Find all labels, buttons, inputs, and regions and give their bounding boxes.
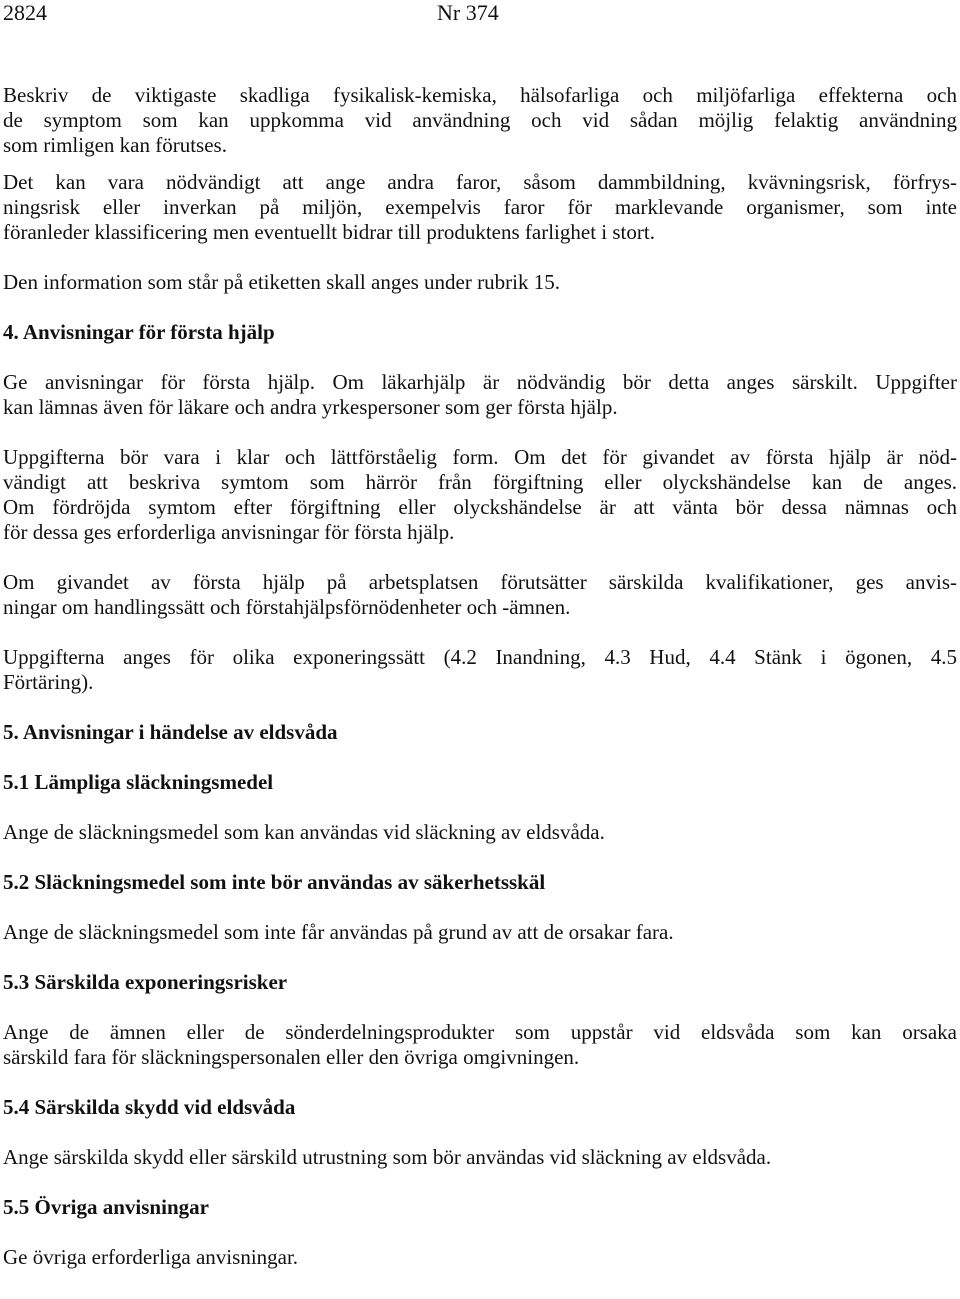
- heading-section-5-5: 5.5 Övriga anvisningar: [3, 1195, 209, 1219]
- text-line: Ge anvisningar för första hjälp. Om läkarhjälp är nödvändig bör detta anges särskilt. Uppgifter: [3, 370, 957, 394]
- text-line: de symptom som kan uppkomma vid användning och vid sådan möjlig felaktig användning: [3, 108, 957, 132]
- heading-section-5: 5. Anvisningar i händelse av eldsvåda: [3, 720, 338, 744]
- paragraph-5-1: [3, 820, 957, 845]
- paragraph-5-4: [3, 1145, 957, 1170]
- paragraph-first-aid: [3, 370, 957, 420]
- paragraph-5-2: [3, 920, 957, 945]
- paragraph-label-info: [3, 270, 957, 295]
- text-line: för dessa ges erforderliga anvisningar för första hjälp.: [3, 520, 455, 544]
- text-line: Ange de ämnen eller de sönderdelningsprodukter som uppstår vid eldsvåda som kan orsaka: [3, 1020, 957, 1044]
- text-line: Om givandet av första hjälp på arbetsplatsen förutsätter särskilda kvalifikationer, ges anvis-: [3, 570, 957, 594]
- paragraph-workplace-first-aid: [3, 570, 957, 620]
- text-line: Förtäring).: [3, 670, 94, 694]
- heading-section-5-1: 5.1 Lämpliga släckningsmedel: [3, 770, 274, 794]
- text-line: Uppgifterna bör vara i klar och lättförståelig form. Om det för givandet av första hjälp är nöd-: [3, 445, 957, 469]
- text-line: ningsrisk eller inverkan på miljön, exempelvis faror för marklevande organismer, som inte: [3, 195, 957, 219]
- issue-number: Nr 374: [437, 0, 499, 25]
- heading-section-4: 4. Anvisningar för första hjälp: [3, 320, 275, 344]
- text-line: föranleder klassificering men eventuellt bidrar till produktens farlighet i stort.: [3, 220, 655, 244]
- text-line: Ange särskilda skydd eller särskild utrustning som bör användas vid släckning av eldsvåda.: [3, 1145, 772, 1169]
- paragraph-exposure-routes: [3, 645, 957, 695]
- text-line: Ange de släckningsmedel som kan användas vid släckning av eldsvåda.: [3, 820, 605, 844]
- heading-section-5-4: 5.4 Särskilda skydd vid eldsvåda: [3, 1095, 296, 1119]
- page-header: [0, 0, 960, 30]
- paragraph-5-5: [3, 1245, 957, 1270]
- text-line: Uppgifterna anges för olika exponeringssätt (4.2 Inandning, 4.3 Hud, 4.4 Stänk i ögonen, 4.5: [3, 645, 957, 669]
- heading-section-5-3: 5.3 Särskilda exponeringsrisker: [3, 970, 288, 994]
- text-line: särskild fara för släckningspersonalen eller den övriga omgivningen.: [3, 1045, 580, 1069]
- text-line: ningar om handlingssätt och förstahjälpsförnödenheter och -ämnen.: [3, 595, 571, 619]
- text-line: Om fördröjda symtom efter förgiftning eller olyckshändelse är att vänta bör dessa nämnas och: [3, 495, 957, 519]
- paragraph-first-aid-form: [3, 445, 957, 545]
- document-body: [3, 83, 957, 1270]
- text-line: Den information som står på etiketten skall anges under rubrik 15.: [3, 270, 560, 294]
- paragraph-other-hazards: [3, 170, 957, 245]
- page-number: 2824: [3, 0, 47, 25]
- text-line: kan lämnas även för läkare och andra yrkespersoner som ger första hjälp.: [3, 395, 618, 419]
- text-line: vändigt att beskriva symtom som härrör från förgiftning eller olyckshändelse kan de anges.: [3, 470, 957, 494]
- paragraph-effects: [3, 83, 957, 158]
- text-line: Ange de släckningsmedel som inte får användas på grund av att de orsakar fara.: [3, 920, 674, 944]
- heading-section-5-2: 5.2 Släckningsmedel som inte bör användas av säkerhetsskäl: [3, 870, 546, 894]
- paragraph-5-3: [3, 1020, 957, 1070]
- text-line: Beskriv de viktigaste skadliga fysikalisk-kemiska, hälsofarliga och miljöfarliga effekterna och: [3, 83, 957, 107]
- text-line: Det kan vara nödvändigt att ange andra faror, såsom dammbildning, kvävningsrisk, förfrys-: [3, 170, 957, 194]
- text-line: som rimligen kan förutses.: [3, 133, 227, 157]
- text-line: Ge övriga erforderliga anvisningar.: [3, 1245, 299, 1269]
